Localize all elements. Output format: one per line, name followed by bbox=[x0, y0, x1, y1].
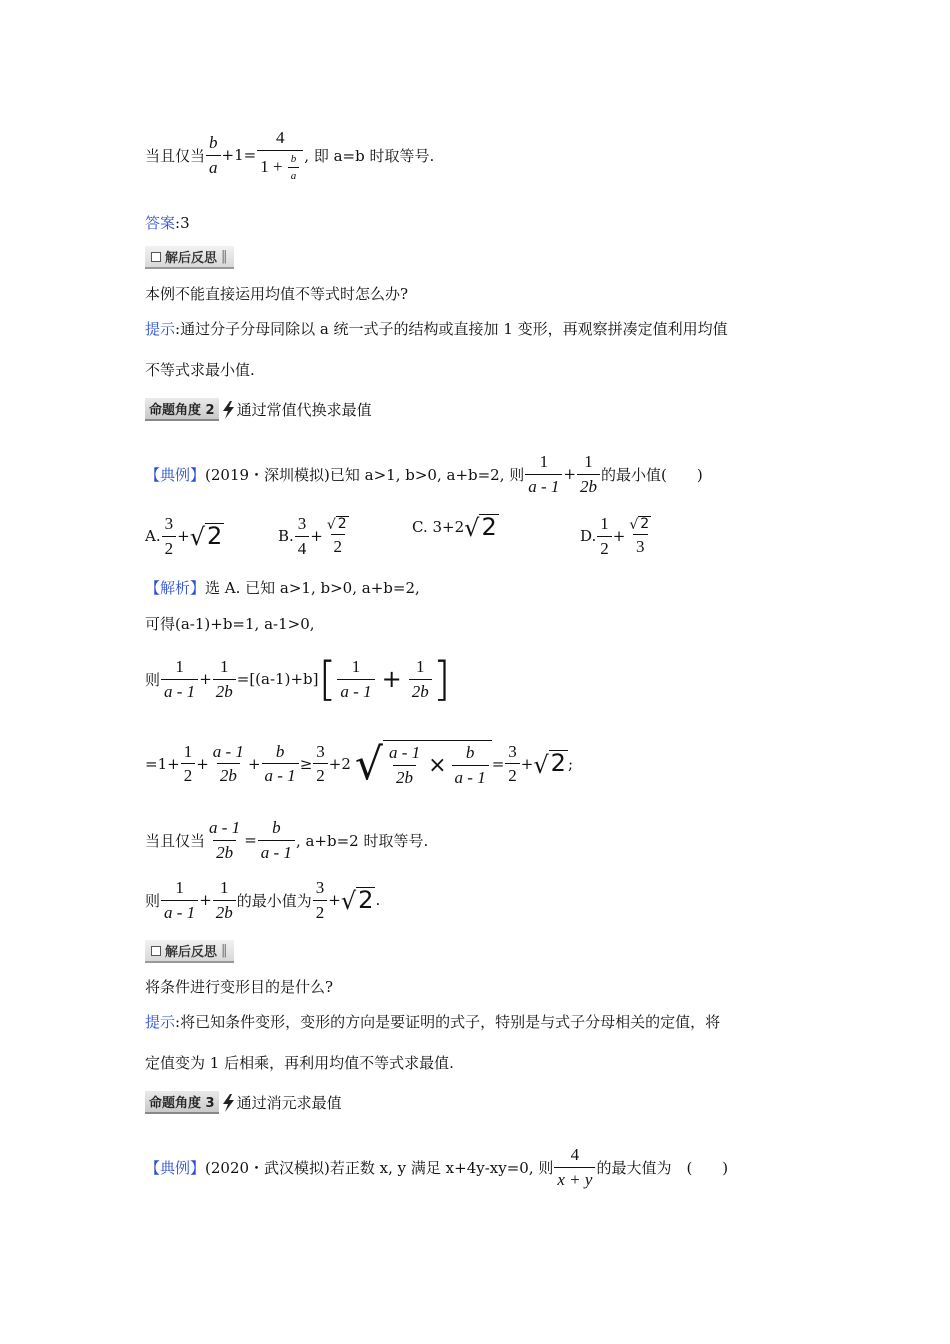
right-bracket: ] bbox=[432, 652, 451, 706]
example-label: 【典例】 bbox=[145, 465, 206, 484]
numerator: 3 bbox=[508, 741, 517, 761]
radicand: 2 bbox=[337, 516, 347, 533]
text: =[(a-1)+b] bbox=[236, 670, 319, 688]
example-1 bbox=[145, 452, 703, 496]
text: 不等式求最小值. bbox=[145, 361, 255, 379]
text: 当且仅当 bbox=[145, 831, 206, 850]
denominator: 2 bbox=[505, 763, 520, 786]
fraction bbox=[181, 742, 196, 786]
square-icon bbox=[151, 252, 161, 262]
sqrt bbox=[629, 516, 651, 532]
denominator: 2b bbox=[217, 763, 240, 786]
denominator: a - 1 bbox=[337, 679, 374, 702]
topic-angle-2 bbox=[145, 398, 372, 421]
reflection-badge bbox=[145, 246, 234, 269]
numerator: b bbox=[272, 818, 281, 837]
numerator: 1 bbox=[175, 878, 184, 897]
fraction bbox=[161, 657, 198, 701]
numerator: 4 bbox=[570, 1145, 580, 1164]
numerator: 1 bbox=[600, 514, 609, 533]
angle-title: 通过消元求最值 bbox=[236, 1094, 342, 1112]
numerator: 3 bbox=[164, 514, 174, 533]
denominator: 3 bbox=[633, 534, 648, 557]
plus: + bbox=[381, 665, 402, 693]
solution-line-6 bbox=[145, 878, 380, 922]
solution-line-1 bbox=[145, 577, 420, 598]
sqrt bbox=[533, 749, 568, 779]
text: 可得(a-1)+b=1, a-1>0, bbox=[145, 615, 315, 633]
radicand: 2 bbox=[640, 516, 650, 533]
solution-line-2 bbox=[145, 613, 315, 634]
solution-line-4 bbox=[145, 739, 574, 791]
radical-sign: √ bbox=[326, 516, 336, 533]
fraction bbox=[210, 742, 247, 786]
fraction bbox=[262, 742, 299, 786]
reflection-badge-1 bbox=[145, 246, 234, 269]
fraction bbox=[313, 878, 328, 922]
solution-label: 【解析】 bbox=[145, 579, 206, 597]
numerator: a - 1 bbox=[212, 741, 244, 761]
denominator: 2b bbox=[213, 679, 236, 702]
denominator-one: 1 + bbox=[260, 156, 287, 176]
numerator: 1 bbox=[415, 656, 425, 676]
equality-condition-line-1 bbox=[145, 128, 434, 183]
plus: + bbox=[247, 754, 261, 773]
denominator: 2b bbox=[213, 840, 236, 863]
numerator: a - 1 bbox=[388, 743, 421, 762]
denominator: 2 bbox=[313, 900, 328, 923]
numerator: 4 bbox=[276, 128, 285, 147]
numerator: b bbox=[290, 152, 297, 165]
reflection-badge-2 bbox=[145, 940, 234, 963]
fraction bbox=[162, 514, 177, 558]
denominator: 2 bbox=[181, 763, 196, 786]
hint-line-2b bbox=[145, 1052, 454, 1073]
reflection-question-2 bbox=[145, 976, 333, 997]
answer-label: 答案 bbox=[145, 214, 176, 232]
example-2 bbox=[145, 1145, 728, 1189]
denominator: 4 bbox=[295, 536, 310, 559]
numerator: 1 bbox=[175, 656, 184, 676]
option-label: C. 3+2 bbox=[412, 518, 465, 537]
radical-sign: √ bbox=[533, 750, 549, 779]
equals: = bbox=[491, 754, 505, 773]
denominator: a bbox=[206, 155, 221, 178]
denominator: a - 1 bbox=[258, 840, 295, 863]
option-d bbox=[580, 514, 655, 558]
bar-icon: ‖ bbox=[221, 249, 228, 264]
fraction-4-over-1-plus-b-a bbox=[257, 128, 303, 183]
square-icon bbox=[151, 946, 161, 956]
fraction-b-over-a bbox=[206, 133, 221, 177]
fraction bbox=[161, 878, 198, 922]
plus: + bbox=[563, 465, 577, 484]
plus: + bbox=[177, 527, 190, 546]
numerator: b bbox=[275, 741, 285, 761]
reflection-badge bbox=[145, 940, 234, 963]
radicand: 2 bbox=[206, 521, 223, 550]
hint-text: :将已知条件变形，变形的方向是要证明的式子，特别是与式子分母相关的定值，将 bbox=[175, 1013, 721, 1031]
equals: = bbox=[244, 831, 257, 850]
denominator: a - 1 bbox=[161, 900, 198, 923]
text: =1+ bbox=[145, 754, 180, 773]
plus: + bbox=[328, 891, 341, 910]
example-label: 【典例】 bbox=[145, 1158, 206, 1177]
period: . bbox=[375, 891, 381, 910]
option-c bbox=[412, 513, 499, 543]
fraction bbox=[258, 818, 295, 862]
fraction bbox=[213, 878, 236, 922]
fraction bbox=[324, 515, 352, 557]
denominator: a - 1 bbox=[452, 765, 489, 788]
denominator: 2 bbox=[331, 534, 346, 557]
sqrt bbox=[327, 516, 349, 532]
lightning-icon bbox=[221, 401, 235, 419]
numerator: 3 bbox=[297, 514, 307, 533]
fraction bbox=[597, 514, 612, 558]
semicolon: ; bbox=[567, 754, 574, 773]
text: , a+b=2 时取等号. bbox=[295, 831, 429, 850]
radical-sign: √ bbox=[354, 739, 383, 791]
option-label: A. bbox=[145, 527, 161, 546]
denominator: 2 bbox=[162, 536, 177, 559]
fraction bbox=[505, 742, 520, 786]
plus: + bbox=[520, 754, 534, 773]
radicand: 2 bbox=[358, 885, 374, 914]
solution-line-5 bbox=[145, 818, 428, 862]
denominator: a - 1 bbox=[262, 763, 299, 786]
option-b bbox=[278, 514, 353, 558]
plus: + bbox=[199, 891, 212, 910]
radicand: 2 bbox=[481, 513, 497, 541]
numerator: b bbox=[465, 743, 475, 762]
radical-sign: √ bbox=[340, 887, 357, 916]
sqrt bbox=[189, 521, 225, 552]
text: 定值变为 1 后相乘，再利用均值不等式求最值. bbox=[145, 1054, 454, 1072]
denominator: 2b bbox=[409, 679, 432, 702]
angle-badge: 命题角度 2 bbox=[145, 398, 219, 421]
left-bracket: [ bbox=[318, 652, 337, 706]
sqrt-product bbox=[354, 739, 492, 791]
denominator: a - 1 bbox=[525, 474, 562, 497]
option-label: D. bbox=[580, 527, 597, 546]
text: 则 bbox=[145, 670, 161, 689]
fraction bbox=[554, 1145, 595, 1189]
fraction bbox=[213, 657, 236, 701]
example-tail: 的最小值( ) bbox=[601, 465, 703, 484]
numerator: 1 bbox=[584, 452, 593, 471]
fraction bbox=[313, 742, 328, 786]
text: 则 bbox=[145, 891, 161, 910]
bar-icon: ‖ bbox=[221, 943, 228, 958]
radicand: 2 bbox=[550, 749, 566, 778]
sqrt bbox=[464, 513, 499, 543]
fraction bbox=[626, 515, 654, 557]
sqrt bbox=[340, 885, 376, 916]
option-a bbox=[145, 514, 224, 558]
text: 本例不能直接运用均值不等式时怎么办? bbox=[145, 285, 409, 303]
solution-line-3 bbox=[145, 652, 451, 706]
text: , 即 a=b 时取等号. bbox=[304, 146, 435, 165]
text: +1= bbox=[221, 146, 257, 165]
radicand bbox=[383, 740, 492, 787]
geq: ≥ bbox=[299, 754, 313, 773]
numerator: 1 bbox=[220, 656, 229, 676]
denominator: a bbox=[288, 167, 300, 183]
hint-label: 提示 bbox=[145, 1013, 176, 1031]
fraction bbox=[452, 743, 489, 787]
inner-fraction bbox=[288, 153, 300, 183]
example-text: (2020・武汉模拟)若正数 x, y 满足 x+4y-xy=0, 则 bbox=[205, 1158, 554, 1177]
numerator: b bbox=[209, 133, 218, 153]
fraction bbox=[386, 743, 423, 787]
text: 的最小值为 bbox=[236, 891, 312, 910]
denominator: x + y bbox=[554, 1167, 595, 1190]
denominator: 2b bbox=[577, 474, 600, 497]
radical-sign: √ bbox=[189, 523, 205, 552]
plus: + bbox=[199, 670, 212, 688]
hint-label: 提示 bbox=[145, 320, 176, 338]
angle-badge: 命题角度 3 bbox=[145, 1091, 219, 1114]
fraction bbox=[295, 514, 310, 558]
topic-angle-3 bbox=[145, 1091, 342, 1114]
fraction bbox=[337, 657, 374, 701]
numerator: 1 bbox=[220, 878, 229, 897]
badge-text: 解后反思 bbox=[165, 945, 218, 960]
numerator bbox=[626, 515, 654, 534]
fraction bbox=[409, 657, 432, 701]
numerator: a - 1 bbox=[209, 818, 241, 837]
example-tail: 的最大值为 ( ) bbox=[596, 1158, 729, 1177]
option-label: B. bbox=[278, 527, 294, 546]
reflection-question-1 bbox=[145, 283, 408, 304]
hint-line-1b bbox=[145, 359, 255, 380]
numerator: 3 bbox=[315, 878, 325, 897]
fraction bbox=[525, 452, 562, 496]
plus: + bbox=[310, 527, 323, 546]
hint-line-1 bbox=[145, 318, 728, 339]
denominator bbox=[257, 150, 303, 183]
hint-line-2 bbox=[145, 1011, 720, 1032]
fraction bbox=[206, 818, 243, 862]
text: 当且仅当 bbox=[145, 146, 206, 165]
example-text: (2019・深圳模拟)已知 a>1, b>0, a+b=2, 则 bbox=[205, 465, 525, 484]
denominator: a - 1 bbox=[161, 679, 198, 702]
numerator: 1 bbox=[183, 741, 193, 761]
times: × bbox=[428, 752, 447, 778]
numerator: 1 bbox=[539, 452, 549, 471]
answer-value: :3 bbox=[175, 213, 190, 232]
denominator: 2b bbox=[393, 765, 416, 788]
numerator: 3 bbox=[316, 741, 325, 761]
answer-line bbox=[145, 212, 190, 233]
solution-text: 选 A. 已知 a>1, b>0, a+b=2, bbox=[205, 579, 420, 597]
denominator: 2 bbox=[597, 536, 612, 559]
denominator: 2 bbox=[313, 763, 328, 786]
plus: + bbox=[196, 754, 209, 773]
badge-text: 解后反思 bbox=[165, 251, 218, 266]
hint-text: :通过分子分母同除以 a 统一式子的结构或直接加 1 变形，再观察拼凑定值利用均值 bbox=[175, 320, 728, 338]
radical-sign: √ bbox=[629, 516, 639, 533]
text: +2 bbox=[328, 754, 351, 773]
plus: + bbox=[612, 527, 626, 546]
numerator: 1 bbox=[351, 656, 361, 676]
lightning-icon bbox=[221, 1094, 235, 1112]
radical-sign: √ bbox=[464, 514, 480, 543]
fraction bbox=[577, 452, 600, 496]
denominator: 2b bbox=[213, 900, 236, 923]
numerator bbox=[324, 515, 352, 534]
text: 将条件进行变形目的是什么? bbox=[145, 978, 334, 996]
angle-title: 通过常值代换求最值 bbox=[236, 401, 372, 419]
